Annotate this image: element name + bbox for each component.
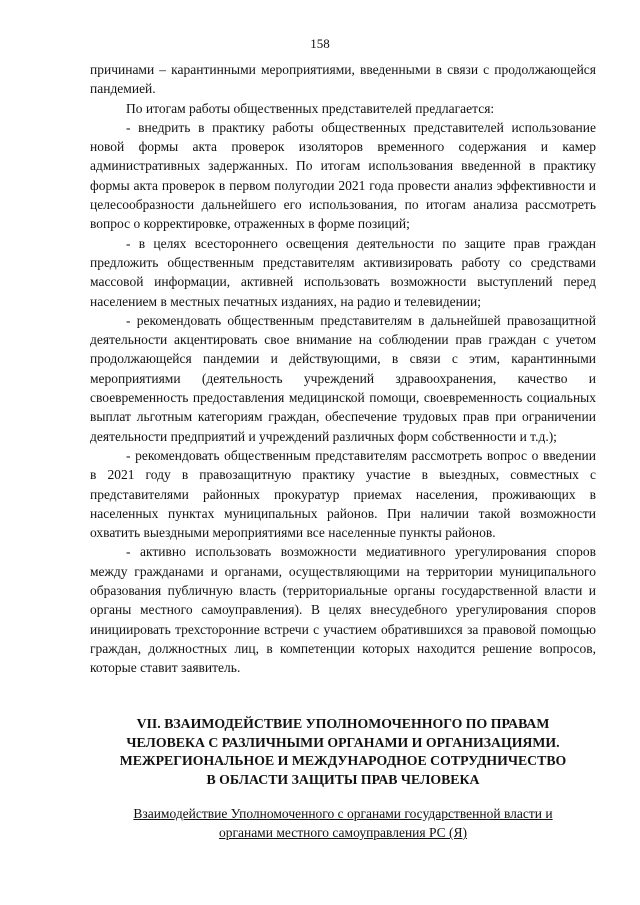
paragraph: - рекомендовать общественным представителям в дальнейшей правозащитной деятельности акцентировать свое внимание на соблюдении прав граждан с учетом продолжающейся пандемии и действующими, в связи с этим, карантинными мероприятиями (деятельность учреждений здравоохранения, качество и своевременность предоставления медицинской помощи, своевременность социальных выплат льготным категориям граждан, обеспечение трудовых прав при ограничении деятельности предприятий и учреждений различных форм собственности и т.д.); bbox=[90, 312, 596, 444]
paragraph: причинами – карантинными мероприятиями, введенными в связи с продолжающейся пандемией. bbox=[90, 62, 596, 97]
section-heading-line: ЧЕЛОВЕКА С РАЗЛИЧНЫМИ ОРГАНАМИ И ОРГАНИЗАЦИЯМИ. bbox=[126, 734, 560, 750]
paragraph: - внедрить в практику работы общественных представителей использование новой формы акта проверок изоляторов временного содержания и камер административных задержанных. По итогам использования введенной в практику формы акта проверок в первом полугодии 2021 года провести анализ эффективности и целесообразности дальнейшего его использования, по итогам анализа рассмотреть вопрос о корректировке, отраженных в форме позиций; bbox=[90, 119, 596, 232]
paragraph: По итогам работы общественных представителей предлагается: bbox=[126, 100, 495, 116]
body-text bbox=[90, 60, 596, 678]
paragraph: - в целях всестороннего освещения деятельности по защите прав граждан предложить общественным представителям активизировать работу со средствами массовой информации, активней использовать возможности выступлений перед населением в местных печатных изданиях, на радио и телевидении; bbox=[90, 235, 596, 309]
page-number: 158 bbox=[310, 36, 330, 51]
section-heading-line: VII. ВЗАИМОДЕЙСТВИЕ УПОЛНОМОЧЕННОГО ПО ПРАВАМ bbox=[136, 716, 550, 731]
section-heading-line: МЕЖРЕГИОНАЛЬНОЕ И МЕЖДУНАРОДНОЕ СОТРУДНИЧЕСТВО bbox=[119, 753, 567, 768]
subsection-heading bbox=[90, 804, 596, 842]
paragraph: - активно использовать возможности медиативного урегулирования споров между гражданами и органами, осуществляющими на территории муниципального образования публичную власть (территориальные органы государственной власти и органы местного самоуправления). В целях внесудебного урегулирования споров инициировать трехсторонние встречи с участием обратившихся за правовой помощью граждан, должностных лиц, в компетенции которых находится решение вопросов, которые ставит заявитель. bbox=[90, 544, 596, 676]
section-heading bbox=[90, 715, 596, 789]
subsection-heading-line: органами местного самоуправления РС (Я) bbox=[218, 825, 468, 840]
paragraph: - рекомендовать общественным представителям рассмотреть вопрос о введении в 2021 году в правозащитную практику участие в выездных, совместных с представителями районных прокуратур приемах населения, проживающих в населенных пунктах муниципальных районов. При наличии такой возможности охватить выездными мероприятиями все населенные пункты районов. bbox=[90, 447, 596, 541]
subsection-heading-line: Взаимодействие Уполномоченного с органами государственной власти и bbox=[133, 806, 553, 821]
section-heading-line: В ОБЛАСТИ ЗАЩИТЫ ПРАВ ЧЕЛОВЕКА bbox=[206, 771, 480, 787]
